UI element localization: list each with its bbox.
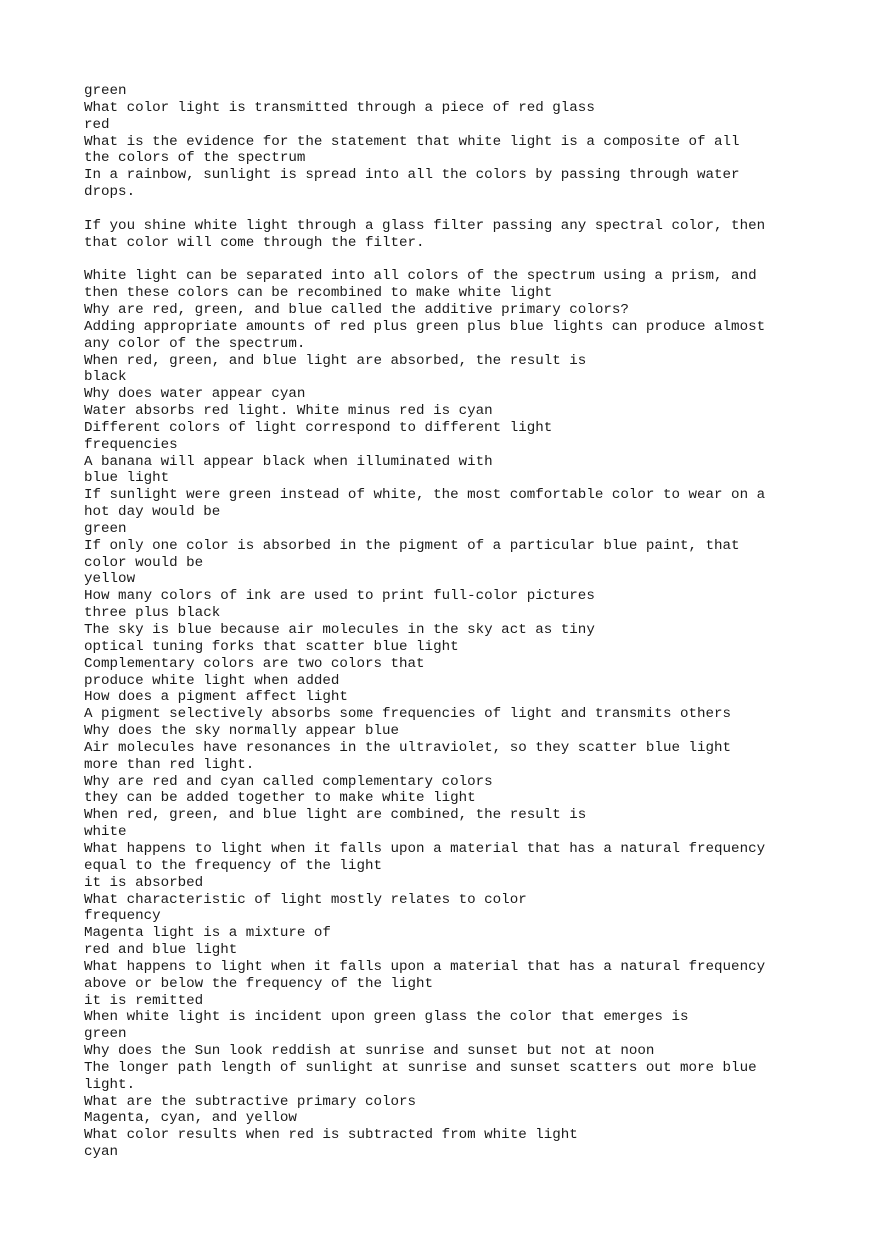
text-line: If only one color is absorbed in the pigment of a particular blue paint, that — [84, 537, 740, 554]
text-line: blue light — [84, 470, 170, 487]
text-line: If sunlight were green instead of white, the most comfortable color to wear on a — [84, 487, 766, 504]
text-line: three plus black — [84, 605, 221, 622]
text-line: What happens to light when it falls upon a material that has a natural frequency — [84, 840, 766, 857]
text-line: The sky is blue because air molecules in the sky act as tiny — [84, 622, 595, 638]
text-line: drops. — [84, 184, 136, 201]
text-line: What is the evidence for the statement that white light is a composite of all — [84, 133, 740, 150]
text-line: yellow — [84, 571, 136, 588]
text-line: A pigment selectively absorbs some frequencies of light and transmits others — [84, 706, 732, 723]
text-line: it is remitted — [84, 992, 204, 1009]
text-line: color would be — [84, 554, 204, 571]
text-line: Magenta, cyan, and yellow — [84, 1110, 297, 1127]
text-line: red and blue light — [84, 942, 238, 959]
text-line: frequency — [84, 908, 161, 925]
text-line: Water absorbs red light. White minus red is cyan — [84, 403, 493, 420]
text-line: produce white light when added — [84, 672, 340, 689]
text-line: How many colors of ink are used to print full-color pictures — [84, 588, 595, 605]
text-line: When red, green, and blue light are absorbed, the result is — [84, 352, 587, 369]
text-line: above or below the frequency of the light — [84, 975, 434, 992]
text-line: green — [84, 1026, 127, 1043]
text-line: more than red light. — [84, 756, 255, 773]
text-line: red — [84, 116, 110, 133]
text-line: optical tuning forks that scatter blue light — [84, 638, 459, 655]
text-line: Why are red, green, and blue called the additive primary colors? — [84, 301, 629, 318]
text-line: any color of the spectrum. — [84, 335, 306, 352]
text-line: light. — [84, 1076, 136, 1093]
text-line: they can be added together to make white light — [84, 790, 476, 807]
text-line: that color will come through the filter. — [84, 234, 425, 251]
text-line: Adding appropriate amounts of red plus green plus blue lights can produce almost — [84, 318, 766, 335]
text-line: green — [84, 83, 127, 99]
text-line: Different colors of light correspond to different light — [84, 419, 553, 436]
text-line: it is absorbed — [84, 874, 204, 891]
text-line: Why does the sky normally appear blue — [84, 723, 400, 740]
text-line: When white light is incident upon green glass the color that emerges is — [84, 1009, 689, 1026]
blank-line — [84, 251, 804, 268]
text-line: cyan — [84, 1144, 119, 1161]
text-line: white — [84, 824, 127, 841]
text-line: Air molecules have resonances in the ultraviolet, so they scatter blue light — [84, 739, 732, 756]
text-line: The longer path length of sunlight at sunrise and sunset scatters out more blue — [84, 1059, 757, 1076]
text-line: In a rainbow, sunlight is spread into all the colors by passing through water — [84, 167, 740, 184]
text-line: then these colors can be recombined to make white light — [84, 285, 553, 302]
text-line: black — [84, 369, 127, 386]
text-line: Why does the Sun look reddish at sunrise and sunset but not at noon — [84, 1043, 655, 1060]
text-line: Complementary colors are two colors that — [84, 655, 425, 672]
text-line: Why does water appear cyan — [84, 386, 306, 403]
text-line: the colors of the spectrum — [84, 150, 306, 167]
blank-line — [84, 201, 804, 218]
text-line: green — [84, 520, 127, 537]
text-line: What color results when red is subtracted from white light — [84, 1127, 578, 1144]
text-line: How does a pigment affect light — [84, 689, 348, 706]
text-line: What are the subtractive primary colors — [84, 1093, 417, 1110]
text-line: When red, green, and blue light are combined, the result is — [84, 807, 587, 824]
text-line: White light can be separated into all colors of the spectrum using a prism, and — [84, 268, 757, 285]
text-line: What color light is transmitted through a piece of red glass — [84, 99, 595, 116]
text-line: A banana will appear black when illuminated with — [84, 453, 493, 470]
text-line: hot day would be — [84, 504, 221, 521]
text-line: equal to the frequency of the light — [84, 857, 382, 874]
text-line: Why are red and cyan called complementary colors — [84, 773, 493, 790]
text-line: If you shine white light through a glass filter passing any spectral color, then — [84, 217, 766, 234]
text-line: Magenta light is a mixture of — [84, 925, 331, 942]
text-line: What characteristic of light mostly relates to color — [84, 891, 527, 908]
text-line: What happens to light when it falls upon a material that has a natural frequency — [84, 958, 766, 975]
document-page — [84, 83, 804, 1161]
text-line: frequencies — [84, 436, 178, 453]
